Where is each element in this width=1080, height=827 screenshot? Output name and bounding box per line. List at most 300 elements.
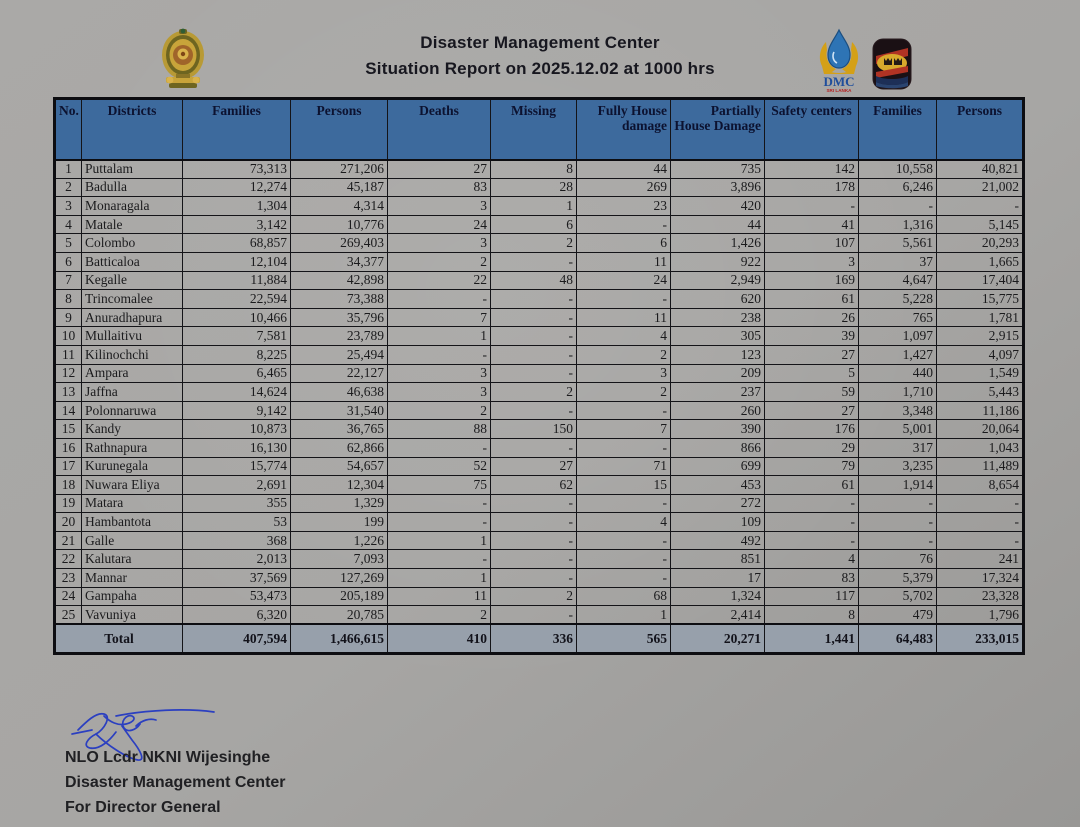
cell-persons: 4,314 (291, 197, 388, 216)
signatory-organization: Disaster Management Center (65, 774, 286, 791)
cell-safety-families: 440 (859, 364, 937, 383)
dmc-logo-icon (814, 28, 864, 94)
cell-partially-house-damage: 17 (671, 569, 765, 588)
cell-deaths: 2 (388, 252, 491, 271)
cell-safety-persons: 241 (937, 550, 1024, 569)
cell-missing: 27 (491, 457, 577, 476)
cell-fully-house-damage: 3 (577, 364, 671, 383)
cell-persons: 23,789 (291, 327, 388, 346)
cell-safety-persons: 20,293 (937, 234, 1024, 253)
table-row (55, 513, 1024, 532)
table-row (55, 178, 1024, 197)
cell-partially-house-damage: 699 (671, 457, 765, 476)
cell-district: Ampara (82, 364, 183, 383)
cell-partially-house-damage: 2,414 (671, 606, 765, 625)
cell-district: Kegalle (82, 271, 183, 290)
cell-missing: - (491, 550, 577, 569)
cell-missing: 150 (491, 420, 577, 439)
cell-safety-families: - (859, 197, 937, 216)
cell-district: Kandy (82, 420, 183, 439)
cell-partially-house-damage: 390 (671, 420, 765, 439)
cell-safety-families: 1,427 (859, 345, 937, 364)
cell-safety-families: - (859, 513, 937, 532)
column-header-safety-persons: Persons (937, 99, 1024, 160)
signatory-block (65, 745, 286, 820)
cell-deaths: - (388, 345, 491, 364)
total-row (55, 624, 1024, 653)
cell-safety-persons: 5,443 (937, 383, 1024, 402)
cell-missing: - (491, 345, 577, 364)
cell-deaths: 83 (388, 178, 491, 197)
cell-safety-persons: - (937, 513, 1024, 532)
cell-partially-house-damage: 851 (671, 550, 765, 569)
table-row (55, 420, 1024, 439)
cell-partially-house-damage: 305 (671, 327, 765, 346)
cell-families: 2,691 (183, 476, 291, 495)
cell-safety-families: 5,379 (859, 569, 937, 588)
cell-families: 16,130 (183, 438, 291, 457)
cell-no: 14 (55, 401, 82, 420)
cell-district: Monaragala (82, 197, 183, 216)
cell-safety-persons: - (937, 197, 1024, 216)
cell-persons: 45,187 (291, 178, 388, 197)
table-row (55, 401, 1024, 420)
cell-no: 22 (55, 550, 82, 569)
cell-no: 24 (55, 587, 82, 606)
total-cell-safety-persons: 233,015 (937, 624, 1024, 653)
cell-safety-persons: 1,549 (937, 364, 1024, 383)
total-cell-families: 407,594 (183, 624, 291, 653)
cell-district: Matale (82, 215, 183, 234)
cell-safety-centers: 176 (765, 420, 859, 439)
cell-safety-persons: 4,097 (937, 345, 1024, 364)
cell-safety-centers: - (765, 513, 859, 532)
cell-persons: 54,657 (291, 457, 388, 476)
cell-families: 53 (183, 513, 291, 532)
cell-safety-families: 1,097 (859, 327, 937, 346)
cell-deaths: 75 (388, 476, 491, 495)
cell-deaths: 24 (388, 215, 491, 234)
column-header-safety-centers: Safety centers (765, 99, 859, 160)
cell-district: Mannar (82, 569, 183, 588)
cell-safety-persons: 17,404 (937, 271, 1024, 290)
cell-district: Anuradhapura (82, 308, 183, 327)
cell-district: Kurunegala (82, 457, 183, 476)
cell-safety-persons: - (937, 531, 1024, 550)
cell-deaths: 3 (388, 197, 491, 216)
cell-fully-house-damage: 15 (577, 476, 671, 495)
report-title: Disaster Management Center (420, 33, 660, 52)
cell-persons: 205,189 (291, 587, 388, 606)
cell-safety-persons: 15,775 (937, 290, 1024, 309)
cell-district: Vavuniya (82, 606, 183, 625)
cell-fully-house-damage: - (577, 290, 671, 309)
cell-safety-centers: 26 (765, 308, 859, 327)
table-row (55, 197, 1024, 216)
cell-families: 53,473 (183, 587, 291, 606)
cell-safety-centers: 79 (765, 457, 859, 476)
cell-families: 68,857 (183, 234, 291, 253)
total-cell-fully-house-damage: 565 (577, 624, 671, 653)
cell-families: 6,465 (183, 364, 291, 383)
cell-district: Kilinochchi (82, 345, 183, 364)
table-row (55, 160, 1024, 179)
cell-safety-persons: 11,489 (937, 457, 1024, 476)
cell-persons: 73,388 (291, 290, 388, 309)
table-row (55, 438, 1024, 457)
cell-safety-centers: 117 (765, 587, 859, 606)
cell-no: 11 (55, 345, 82, 364)
cell-safety-centers: 29 (765, 438, 859, 457)
cell-partially-house-damage: 866 (671, 438, 765, 457)
cell-persons: 12,304 (291, 476, 388, 495)
table-row (55, 569, 1024, 588)
table-row (55, 476, 1024, 495)
header-row (55, 99, 1024, 160)
cell-persons: 269,403 (291, 234, 388, 253)
report-subtitle: Situation Report on 2025.12.02 at 1000 hrs (365, 59, 715, 78)
cell-families: 8,225 (183, 345, 291, 364)
cell-safety-families: 4,647 (859, 271, 937, 290)
cell-persons: 199 (291, 513, 388, 532)
cell-district: Kalutara (82, 550, 183, 569)
table-row (55, 457, 1024, 476)
cell-safety-centers: 61 (765, 290, 859, 309)
cell-safety-families: 5,561 (859, 234, 937, 253)
table-row (55, 383, 1024, 402)
cell-partially-house-damage: 3,896 (671, 178, 765, 197)
table-row (55, 327, 1024, 346)
cell-safety-persons: 21,002 (937, 178, 1024, 197)
cell-missing: 62 (491, 476, 577, 495)
cell-missing: - (491, 308, 577, 327)
cell-persons: 1,329 (291, 494, 388, 513)
cell-safety-families: 6,246 (859, 178, 937, 197)
cell-fully-house-damage: - (577, 531, 671, 550)
cell-safety-centers: 5 (765, 364, 859, 383)
column-header-missing: Missing (491, 99, 577, 160)
cell-missing: 2 (491, 383, 577, 402)
cell-safety-centers: 41 (765, 215, 859, 234)
cell-missing: 1 (491, 197, 577, 216)
cell-missing: - (491, 401, 577, 420)
cell-partially-house-damage: 922 (671, 252, 765, 271)
cell-no: 1 (55, 160, 82, 179)
cell-partially-house-damage: 238 (671, 308, 765, 327)
signatory-name: NLO Lcdr NKNI Wijesinghe (65, 749, 271, 766)
cell-deaths: 3 (388, 383, 491, 402)
cell-no: 8 (55, 290, 82, 309)
cell-persons: 127,269 (291, 569, 388, 588)
cell-no: 10 (55, 327, 82, 346)
cell-safety-families: 3,348 (859, 401, 937, 420)
cell-deaths: 1 (388, 327, 491, 346)
table-row (55, 308, 1024, 327)
cell-no: 19 (55, 494, 82, 513)
cell-safety-persons: 1,043 (937, 438, 1024, 457)
cell-no: 12 (55, 364, 82, 383)
cell-fully-house-damage: - (577, 550, 671, 569)
cell-safety-centers: 4 (765, 550, 859, 569)
cell-fully-house-damage: 44 (577, 160, 671, 179)
cell-deaths: 52 (388, 457, 491, 476)
cell-safety-persons: 40,821 (937, 160, 1024, 179)
cell-fully-house-damage: 7 (577, 420, 671, 439)
cell-district: Trincomalee (82, 290, 183, 309)
cell-no: 25 (55, 606, 82, 625)
cell-safety-families: 765 (859, 308, 937, 327)
cell-persons: 46,638 (291, 383, 388, 402)
column-header-district: Districts (82, 99, 183, 160)
table-row (55, 364, 1024, 383)
cell-persons: 20,785 (291, 606, 388, 625)
cell-no: 6 (55, 252, 82, 271)
cell-safety-centers: 142 (765, 160, 859, 179)
cell-district: Matara (82, 494, 183, 513)
cell-no: 23 (55, 569, 82, 588)
cell-deaths: - (388, 513, 491, 532)
cell-partially-house-damage: 123 (671, 345, 765, 364)
cell-fully-house-damage: - (577, 494, 671, 513)
cell-safety-persons: 1,781 (937, 308, 1024, 327)
cell-safety-centers: 59 (765, 383, 859, 402)
cell-families: 355 (183, 494, 291, 513)
cell-families: 2,013 (183, 550, 291, 569)
table-row (55, 234, 1024, 253)
cell-missing: - (491, 531, 577, 550)
cell-safety-persons: 11,186 (937, 401, 1024, 420)
total-cell-partially-house-damage: 20,271 (671, 624, 765, 653)
cell-deaths: - (388, 494, 491, 513)
cell-no: 20 (55, 513, 82, 532)
cell-safety-centers: 178 (765, 178, 859, 197)
cell-persons: 35,796 (291, 308, 388, 327)
cell-safety-centers: 27 (765, 401, 859, 420)
cell-missing: 2 (491, 587, 577, 606)
cell-partially-house-damage: 44 (671, 215, 765, 234)
cell-safety-centers: - (765, 197, 859, 216)
cell-district: Hambantota (82, 513, 183, 532)
cell-persons: 1,226 (291, 531, 388, 550)
cell-fully-house-damage: - (577, 438, 671, 457)
cell-fully-house-damage: 2 (577, 345, 671, 364)
cell-partially-house-damage: 735 (671, 160, 765, 179)
cell-families: 22,594 (183, 290, 291, 309)
cell-families: 12,274 (183, 178, 291, 197)
cell-district: Puttalam (82, 160, 183, 179)
table-row (55, 494, 1024, 513)
cell-safety-families: 76 (859, 550, 937, 569)
cell-persons: 62,866 (291, 438, 388, 457)
cell-safety-families: 1,710 (859, 383, 937, 402)
cell-safety-centers: 3 (765, 252, 859, 271)
cell-safety-families: 5,001 (859, 420, 937, 439)
cell-missing: 6 (491, 215, 577, 234)
cell-missing: 2 (491, 234, 577, 253)
cell-fully-house-damage: 23 (577, 197, 671, 216)
cell-families: 12,104 (183, 252, 291, 271)
cell-district: Nuwara Eliya (82, 476, 183, 495)
cell-missing: 28 (491, 178, 577, 197)
cell-families: 6,320 (183, 606, 291, 625)
cell-deaths: 3 (388, 234, 491, 253)
column-header-deaths: Deaths (388, 99, 491, 160)
cell-partially-house-damage: 2,949 (671, 271, 765, 290)
column-header-fully-house-damage: Fully House damage (577, 99, 671, 160)
cell-deaths: 1 (388, 531, 491, 550)
cell-partially-house-damage: 109 (671, 513, 765, 532)
cell-fully-house-damage: 11 (577, 308, 671, 327)
cell-missing: - (491, 364, 577, 383)
cell-missing: - (491, 438, 577, 457)
cell-safety-families: 479 (859, 606, 937, 625)
cell-safety-persons: 8,654 (937, 476, 1024, 495)
cell-persons: 22,127 (291, 364, 388, 383)
cell-partially-house-damage: 492 (671, 531, 765, 550)
cell-no: 18 (55, 476, 82, 495)
cell-safety-families: 10,558 (859, 160, 937, 179)
cell-no: 7 (55, 271, 82, 290)
svg-text:DMC: DMC (823, 74, 855, 89)
cell-safety-centers: 61 (765, 476, 859, 495)
total-cell-missing: 336 (491, 624, 577, 653)
cell-no: 9 (55, 308, 82, 327)
cell-missing: - (491, 252, 577, 271)
cell-fully-house-damage: 269 (577, 178, 671, 197)
cell-safety-centers: - (765, 494, 859, 513)
cell-fully-house-damage: - (577, 401, 671, 420)
cell-partially-house-damage: 1,324 (671, 587, 765, 606)
cell-families: 1,304 (183, 197, 291, 216)
cell-safety-families: 3,235 (859, 457, 937, 476)
signatory-title: For Director General (65, 799, 221, 816)
cell-families: 10,466 (183, 308, 291, 327)
cell-partially-house-damage: 620 (671, 290, 765, 309)
cell-deaths: 88 (388, 420, 491, 439)
cell-missing: - (491, 513, 577, 532)
cell-persons: 271,206 (291, 160, 388, 179)
cell-deaths: 3 (388, 364, 491, 383)
cell-partially-house-damage: 420 (671, 197, 765, 216)
cell-persons: 25,494 (291, 345, 388, 364)
cell-district: Rathnapura (82, 438, 183, 457)
cell-fully-house-damage: 4 (577, 513, 671, 532)
cell-missing: 48 (491, 271, 577, 290)
cell-safety-persons: 17,324 (937, 569, 1024, 588)
cell-deaths: 7 (388, 308, 491, 327)
table-row (55, 215, 1024, 234)
cell-deaths: - (388, 550, 491, 569)
cell-no: 21 (55, 531, 82, 550)
cell-missing: - (491, 606, 577, 625)
table-row (55, 252, 1024, 271)
cell-safety-persons: 1,665 (937, 252, 1024, 271)
cell-no: 4 (55, 215, 82, 234)
cell-missing: - (491, 327, 577, 346)
cell-families: 368 (183, 531, 291, 550)
cell-safety-persons: 1,796 (937, 606, 1024, 625)
cell-deaths: 2 (388, 401, 491, 420)
cell-district: Mullaitivu (82, 327, 183, 346)
cell-district: Badulla (82, 178, 183, 197)
cell-safety-families: 5,702 (859, 587, 937, 606)
cell-safety-centers: 107 (765, 234, 859, 253)
cell-missing: - (491, 494, 577, 513)
cell-safety-centers: 27 (765, 345, 859, 364)
total-label: Total (55, 624, 183, 653)
cell-fully-house-damage: 71 (577, 457, 671, 476)
cell-persons: 36,765 (291, 420, 388, 439)
navy-crest-icon (872, 38, 912, 90)
cell-no: 5 (55, 234, 82, 253)
cell-safety-centers: 83 (765, 569, 859, 588)
cell-safety-families: 1,316 (859, 215, 937, 234)
cell-no: 13 (55, 383, 82, 402)
cell-fully-house-damage: - (577, 569, 671, 588)
cell-district: Gampaha (82, 587, 183, 606)
table-total-row (55, 624, 1024, 653)
cell-partially-house-damage: 272 (671, 494, 765, 513)
cell-families: 9,142 (183, 401, 291, 420)
total-cell-safety-centers: 1,441 (765, 624, 859, 653)
total-cell-persons: 1,466,615 (291, 624, 388, 653)
cell-fully-house-damage: 2 (577, 383, 671, 402)
table-header-row (55, 99, 1024, 160)
cell-fully-house-damage: 1 (577, 606, 671, 625)
cell-safety-persons: - (937, 494, 1024, 513)
cell-no: 17 (55, 457, 82, 476)
cell-missing: - (491, 569, 577, 588)
report-title-block (0, 30, 1080, 82)
report-table-body (55, 160, 1024, 625)
cell-safety-persons: 20,064 (937, 420, 1024, 439)
cell-missing: - (491, 290, 577, 309)
cell-safety-centers: 169 (765, 271, 859, 290)
total-cell-deaths: 410 (388, 624, 491, 653)
svg-text:SRI LANKA: SRI LANKA (826, 88, 852, 93)
cell-fully-house-damage: 68 (577, 587, 671, 606)
cell-persons: 31,540 (291, 401, 388, 420)
column-header-safety-families: Families (859, 99, 937, 160)
cell-persons: 7,093 (291, 550, 388, 569)
cell-no: 16 (55, 438, 82, 457)
cell-district: Colombo (82, 234, 183, 253)
cell-safety-centers: - (765, 531, 859, 550)
cell-safety-centers: 8 (765, 606, 859, 625)
cell-persons: 10,776 (291, 215, 388, 234)
cell-persons: 42,898 (291, 271, 388, 290)
cell-persons: 34,377 (291, 252, 388, 271)
table-row (55, 606, 1024, 625)
table-row (55, 271, 1024, 290)
cell-fully-house-damage: 4 (577, 327, 671, 346)
cell-missing: 8 (491, 160, 577, 179)
table-row (55, 531, 1024, 550)
total-cell-safety-families: 64,483 (859, 624, 937, 653)
cell-deaths: 22 (388, 271, 491, 290)
cell-deaths: 2 (388, 606, 491, 625)
cell-district: Jaffna (82, 383, 183, 402)
cell-safety-persons: 2,915 (937, 327, 1024, 346)
cell-deaths: 1 (388, 569, 491, 588)
cell-safety-families: 5,228 (859, 290, 937, 309)
cell-families: 73,313 (183, 160, 291, 179)
cell-partially-house-damage: 209 (671, 364, 765, 383)
cell-families: 10,873 (183, 420, 291, 439)
cell-safety-persons: 23,328 (937, 587, 1024, 606)
cell-deaths: 11 (388, 587, 491, 606)
table-row (55, 587, 1024, 606)
